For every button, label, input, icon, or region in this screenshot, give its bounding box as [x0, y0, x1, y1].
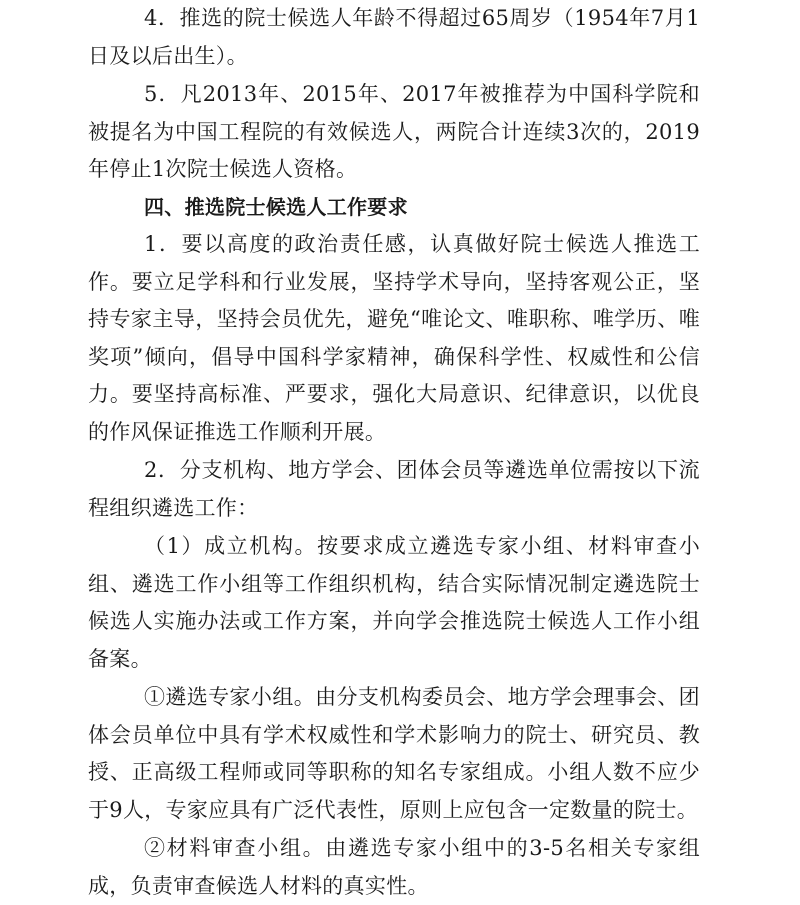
document-page — [88, 0, 700, 905]
paragraph-age-limit: 4．推选的院士候选人年龄不得超过65周岁（1954年7月1日及以后出生）。 — [88, 6, 700, 68]
paragraph-responsibility: 1．要以高度的政治责任感，认真做好院士候选人推选工作。要立足学科和行业发展，坚持学术导向，坚持客观公正，坚持专家主导，坚持会员优先，避免“唯论文、唯职称、唯学历、唯奖项”倾向，倡导中国科学家精神，确保科学性、权威性和公信力。要坚持高标准、严要求，强化大局意识、纪律意识，以优良的作风保证推选工作顺利开展。 — [88, 232, 700, 444]
section-heading-requirements: 四、推选院士候选人工作要求 — [144, 194, 408, 219]
paragraph-expert-group: ①遴选专家小组。由分支机构委员会、地方学会理事会、团体会员单位中具有学术权威性和学术影响力的院士、研究员、教授、正高级工程师或同等职称的知名专家组成。小组人数不应少于9人，专家应具有广泛代表性，原则上应包含一定数量的院士。 — [88, 685, 700, 822]
paragraph-review-group: ②材料审查小组。由遴选专家小组中的3-5名相关专家组成，负责审查候选人材料的真实性。 — [88, 836, 700, 898]
paragraph-establish-organization: （1）成立机构。按要求成立遴选专家小组、材料审查小组、遴选工作小组等工作组织机构，结合实际情况制定遴选院士候选人实施办法或工作方案，并向学会推选院士候选人工作小组备案。 — [88, 534, 700, 671]
paragraph-selection-process: 2．分支机构、地方学会、团体会员等遴选单位需按以下流程组织遴选工作： — [88, 458, 700, 520]
paragraph-candidate-history: 5．凡2013年、2015年、2017年被推荐为中国科学院和被提名为中国工程院的有效候选人，两院合计连续3次的，2019年停止1次院士候选人资格。 — [88, 82, 700, 181]
